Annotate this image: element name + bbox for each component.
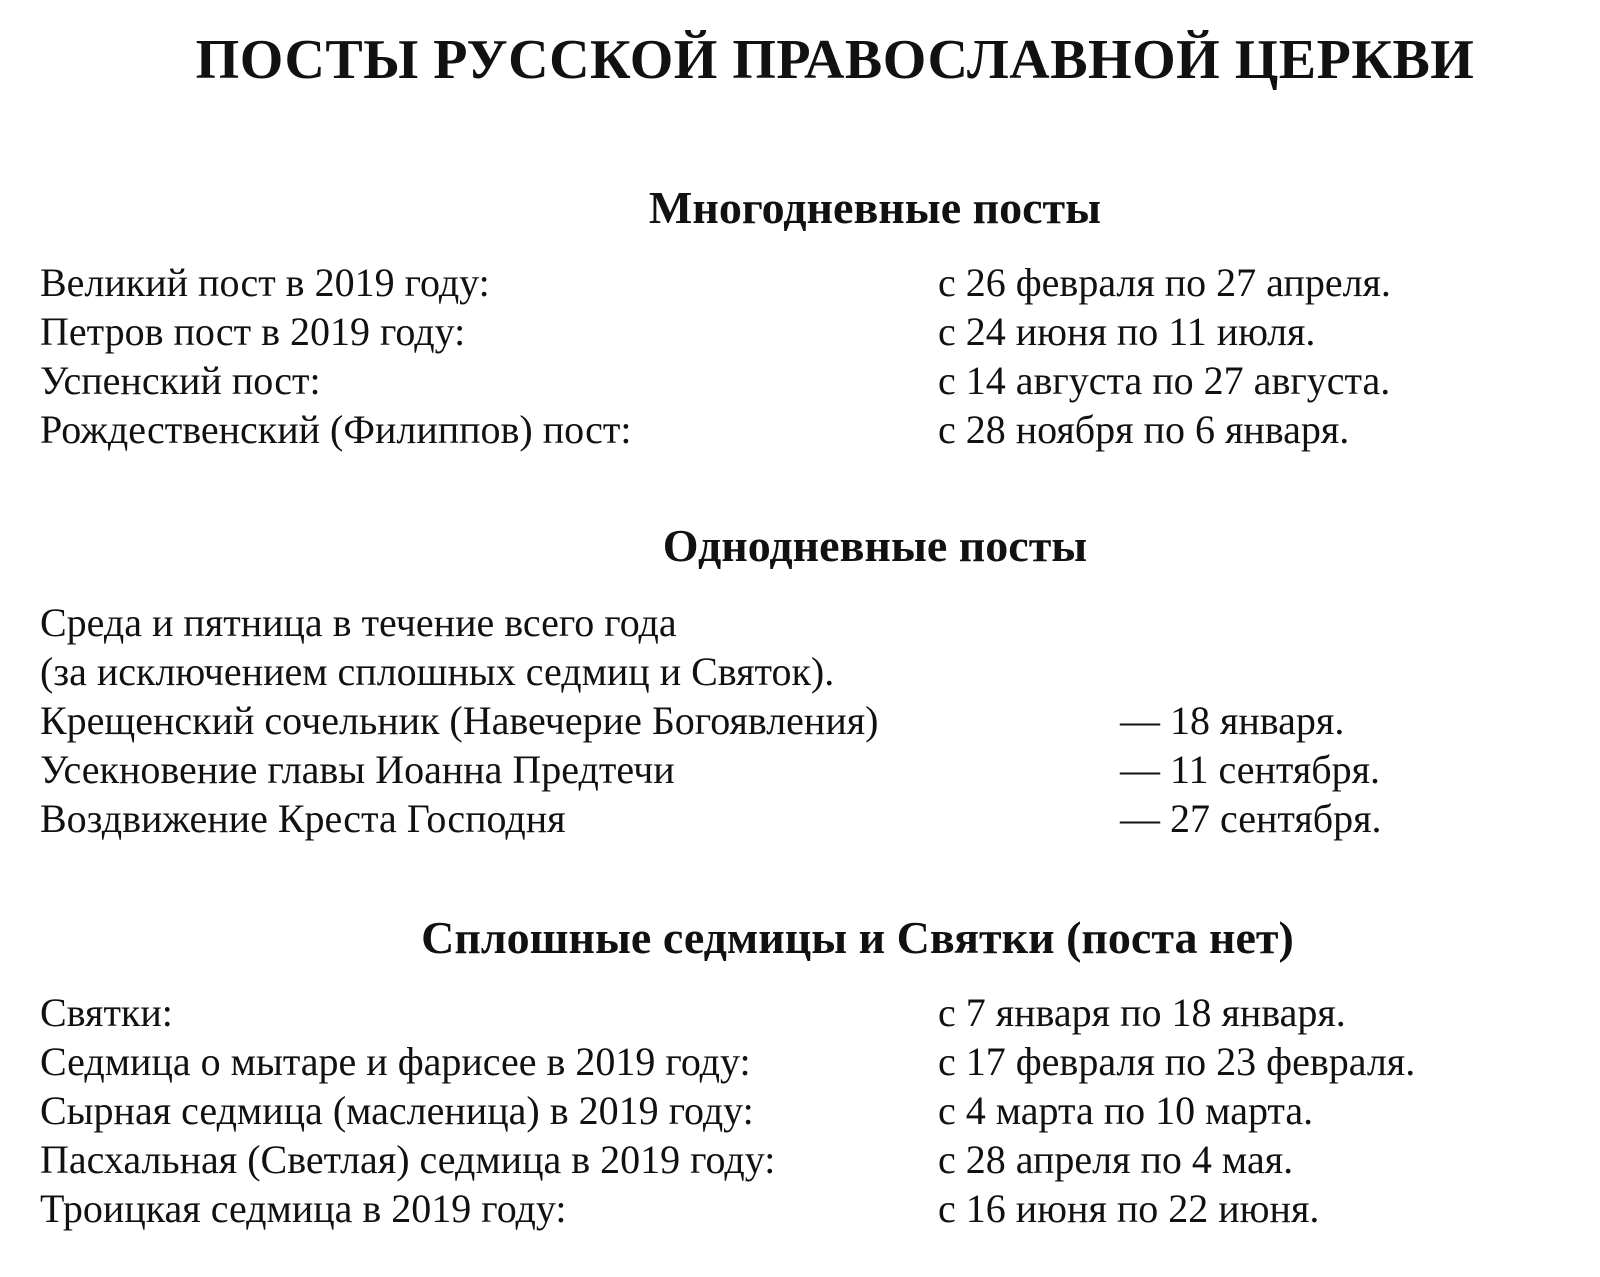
fast-name: Воздвижение Креста Господня	[40, 796, 566, 841]
fast-name: Великий пост в 2019 году:	[40, 260, 490, 305]
list-item	[40, 696, 1580, 745]
fast-name: (за исключением сплошных седмиц и Святок).	[40, 649, 835, 694]
fast-dates: — 18 января.	[1120, 698, 1345, 743]
list-item	[40, 988, 1580, 1037]
fast-name: Успенский пост:	[40, 358, 321, 403]
list-item	[40, 356, 1580, 405]
week-name: Троицкая седмица в 2019 году:	[40, 1186, 567, 1231]
fast-dates: с 26 февраля по 27 апреля.	[938, 260, 1391, 305]
week-dates: с 7 января по 18 января.	[938, 990, 1346, 1035]
list-item	[40, 794, 1580, 843]
week-dates: с 4 марта по 10 марта.	[938, 1088, 1314, 1133]
week-name: Седмица о мытаре и фарисее в 2019 году:	[40, 1039, 751, 1084]
list-item	[40, 258, 1580, 307]
week-name: Сырная седмица (масленица) в 2019 году:	[40, 1088, 754, 1133]
list-item	[40, 598, 1580, 647]
list-item	[40, 745, 1580, 794]
fast-name: Рождественский (Филиппов) пост:	[40, 407, 632, 452]
fast-dates: — 27 сентября.	[1120, 796, 1382, 841]
fast-name: Петров пост в 2019 году:	[40, 309, 466, 354]
week-dates: с 17 февраля по 23 февраля.	[938, 1039, 1416, 1084]
week-dates: с 16 июня по 22 июня.	[938, 1186, 1320, 1231]
list-item	[40, 1135, 1580, 1184]
week-name: Святки:	[40, 990, 173, 1035]
fast-dates: — 11 сентября.	[1120, 747, 1381, 792]
section-heading-multi-day-fasts: Многодневные посты	[648, 182, 1102, 233]
fast-name: Усекновение главы Иоанна Предтечи	[40, 747, 675, 792]
fast-name: Крещенский сочельник (Навечерие Богоявления)	[40, 698, 879, 743]
multi-day-fasts-list	[40, 258, 1580, 454]
section-heading-fast-free-weeks: Сплошные седмицы и Святки (поста нет)	[421, 912, 1294, 963]
document-title: ПОСТЫ РУССКОЙ ПРАВОСЛАВНОЙ ЦЕРКВИ	[195, 29, 1475, 91]
week-dates: с 28 апреля по 4 мая.	[938, 1137, 1294, 1182]
list-item	[40, 647, 1580, 696]
week-name: Пасхальная (Светлая) седмица в 2019 году:	[40, 1137, 776, 1182]
one-day-fasts-list	[40, 598, 1580, 843]
fast-free-weeks-list	[40, 988, 1580, 1233]
list-item	[40, 1184, 1580, 1233]
list-item	[40, 1086, 1580, 1135]
fast-dates: с 14 августа по 27 августа.	[938, 358, 1391, 403]
fast-dates: с 24 июня по 11 июля.	[938, 309, 1316, 354]
list-item	[40, 1037, 1580, 1086]
list-item	[40, 405, 1580, 454]
fast-dates: с 28 ноября по 6 января.	[938, 407, 1350, 452]
section-heading-one-day-fasts: Однодневные посты	[662, 520, 1088, 571]
list-item	[40, 307, 1580, 356]
fast-name: Среда и пятница в течение всего года	[40, 600, 677, 645]
